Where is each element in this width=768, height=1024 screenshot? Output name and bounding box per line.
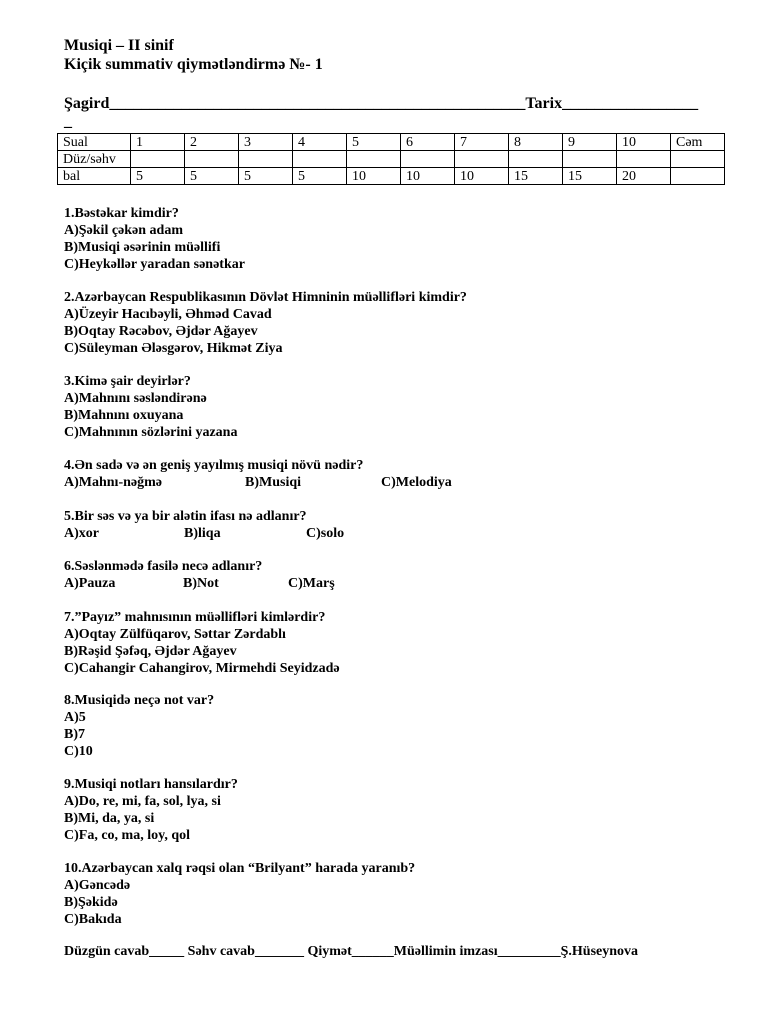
points-cell: 15 <box>563 168 617 185</box>
page-subtitle: Kiçik summativ qiymətləndirmə №- 1 <box>64 56 323 73</box>
score-table <box>57 133 725 185</box>
question-6 <box>64 558 704 592</box>
question-number: 8 <box>509 134 563 151</box>
points-cell: 10 <box>455 168 509 185</box>
option-a: A)Do, re, mi, fa, sol, lya, si <box>64 794 221 809</box>
question-1 <box>64 205 245 273</box>
option-a: A)Oqtay Zülfüqarov, Səttar Zərdablı <box>64 627 286 642</box>
points-cell: 15 <box>509 168 563 185</box>
option-c: C)10 <box>64 744 93 759</box>
row-label: bal <box>58 168 131 185</box>
answer-cell[interactable] <box>185 151 239 168</box>
answer-cell[interactable] <box>509 151 563 168</box>
option-b: B)Oqtay Rəcəbov, Əjdər Ağayev <box>64 324 258 339</box>
question-10 <box>64 860 415 928</box>
row-label: Sual <box>58 134 131 151</box>
question-2 <box>64 289 467 357</box>
option-b: B)liqa <box>184 526 221 541</box>
question-text: 5.Bir səs və ya bir alətin ifası nə adlanır? <box>64 509 307 524</box>
student-date-line: Şagird____________________________________________________Tarix_________________ <box>64 95 699 112</box>
options-row <box>64 575 704 592</box>
options-row <box>64 525 704 542</box>
table-row <box>58 134 725 151</box>
answer-total-cell[interactable] <box>671 151 725 168</box>
question-number: 4 <box>293 134 347 151</box>
points-cell: 5 <box>131 168 185 185</box>
question-text: 3.Kimə şair deyirlər? <box>64 374 191 389</box>
question-text: 6.Səslənmədə fasilə necə adlanır? <box>64 559 263 574</box>
question-9 <box>64 776 238 844</box>
option-a: A)Üzeyir Hacıbəyli, Əhməd Cavad <box>64 307 272 322</box>
points-cell: 5 <box>239 168 293 185</box>
option-a: A)5 <box>64 710 86 725</box>
question-number: 1 <box>131 134 185 151</box>
option-b: B)Not <box>183 576 219 591</box>
option-a: A)Pauza <box>64 576 116 591</box>
option-b: B)Rəşid Şəfəq, Əjdər Ağayev <box>64 644 237 659</box>
option-b: B)7 <box>64 727 85 742</box>
answer-cell[interactable] <box>563 151 617 168</box>
points-cell: 5 <box>293 168 347 185</box>
question-text: 9.Musiqi notları hansılardır? <box>64 777 238 792</box>
question-7 <box>64 609 340 677</box>
question-8 <box>64 692 214 760</box>
table-row <box>58 168 725 185</box>
option-b: B)Mahnını oxuyana <box>64 408 184 423</box>
option-c: C)Heykəllər yaradan sənətkar <box>64 257 245 272</box>
question-text: 10.Azərbaycan xalq rəqsi olan “Brilyant” harada yaranıb? <box>64 861 416 876</box>
points-total-cell[interactable] <box>671 168 725 185</box>
option-a: A)xor <box>64 526 99 541</box>
answer-cell[interactable] <box>293 151 347 168</box>
question-number: 2 <box>185 134 239 151</box>
points-cell: 10 <box>347 168 401 185</box>
option-a: A)Gəncədə <box>64 878 131 893</box>
option-c: C)Süleyman Ələsgərov, Hikmət Ziya <box>64 341 283 356</box>
question-3 <box>64 373 237 441</box>
question-number: 3 <box>239 134 293 151</box>
option-a: A)Şəkil çəkən adam <box>64 223 183 238</box>
question-number: 6 <box>401 134 455 151</box>
question-number: 9 <box>563 134 617 151</box>
total-label: Cəm <box>671 134 725 151</box>
question-number: 10 <box>617 134 671 151</box>
answer-cell[interactable] <box>131 151 185 168</box>
answer-cell[interactable] <box>239 151 293 168</box>
student-line-tail: _ <box>64 113 72 130</box>
points-cell: 5 <box>185 168 239 185</box>
table-row <box>58 151 725 168</box>
answer-cell[interactable] <box>401 151 455 168</box>
question-text: 2.Azərbaycan Respublikasının Dövlət Himninin müəllifləri kimdir? <box>64 290 467 305</box>
question-number: 5 <box>347 134 401 151</box>
option-b: B)Musiqi əsərinin müəllifi <box>64 240 221 255</box>
option-c: C)Mahnının sözlərini yazana <box>64 425 238 440</box>
option-c: C)Melodiya <box>381 475 452 490</box>
answer-cell[interactable] <box>455 151 509 168</box>
question-text: 8.Musiqidə neçə not var? <box>64 693 215 708</box>
question-4 <box>64 457 704 491</box>
answer-cell[interactable] <box>347 151 401 168</box>
option-b: B)Musiqi <box>245 475 302 490</box>
grading-footer: Düzgün cavab_____ Səhv cavab_______ Qiymət______Müəllimin imzası_________Ş.Hüseynova <box>64 944 639 959</box>
option-c: C)Bakıda <box>64 912 122 927</box>
question-number: 7 <box>455 134 509 151</box>
points-cell: 10 <box>401 168 455 185</box>
option-a: A)Mahnı-nəğmə <box>64 475 162 490</box>
question-text: 1.Bəstəkar kimdir? <box>64 206 179 221</box>
question-text: 7.”Payız” mahnısının müəllifləri kimlərdir? <box>64 610 326 625</box>
option-c: C)Cahangir Cahangirov, Mirmehdi Seyidzadə <box>64 661 340 676</box>
option-a: A)Mahnını səsləndirənə <box>64 391 207 406</box>
page-title: Musiqi – II sinif <box>64 37 174 54</box>
option-c: C)Fa, co, ma, loy, qol <box>64 828 190 843</box>
answer-cell[interactable] <box>617 151 671 168</box>
question-5 <box>64 508 704 542</box>
option-c: C)Marş <box>288 576 335 591</box>
option-b: B)Mi, da, ya, si <box>64 811 155 826</box>
option-c: C)solo <box>306 526 345 541</box>
points-cell: 20 <box>617 168 671 185</box>
row-label: Düz/səhv <box>58 151 131 168</box>
option-b: B)Şəkidə <box>64 895 118 910</box>
options-row <box>64 474 704 491</box>
question-text: 4.Ən sadə və ən geniş yayılmış musiqi növü nədir? <box>64 458 364 473</box>
